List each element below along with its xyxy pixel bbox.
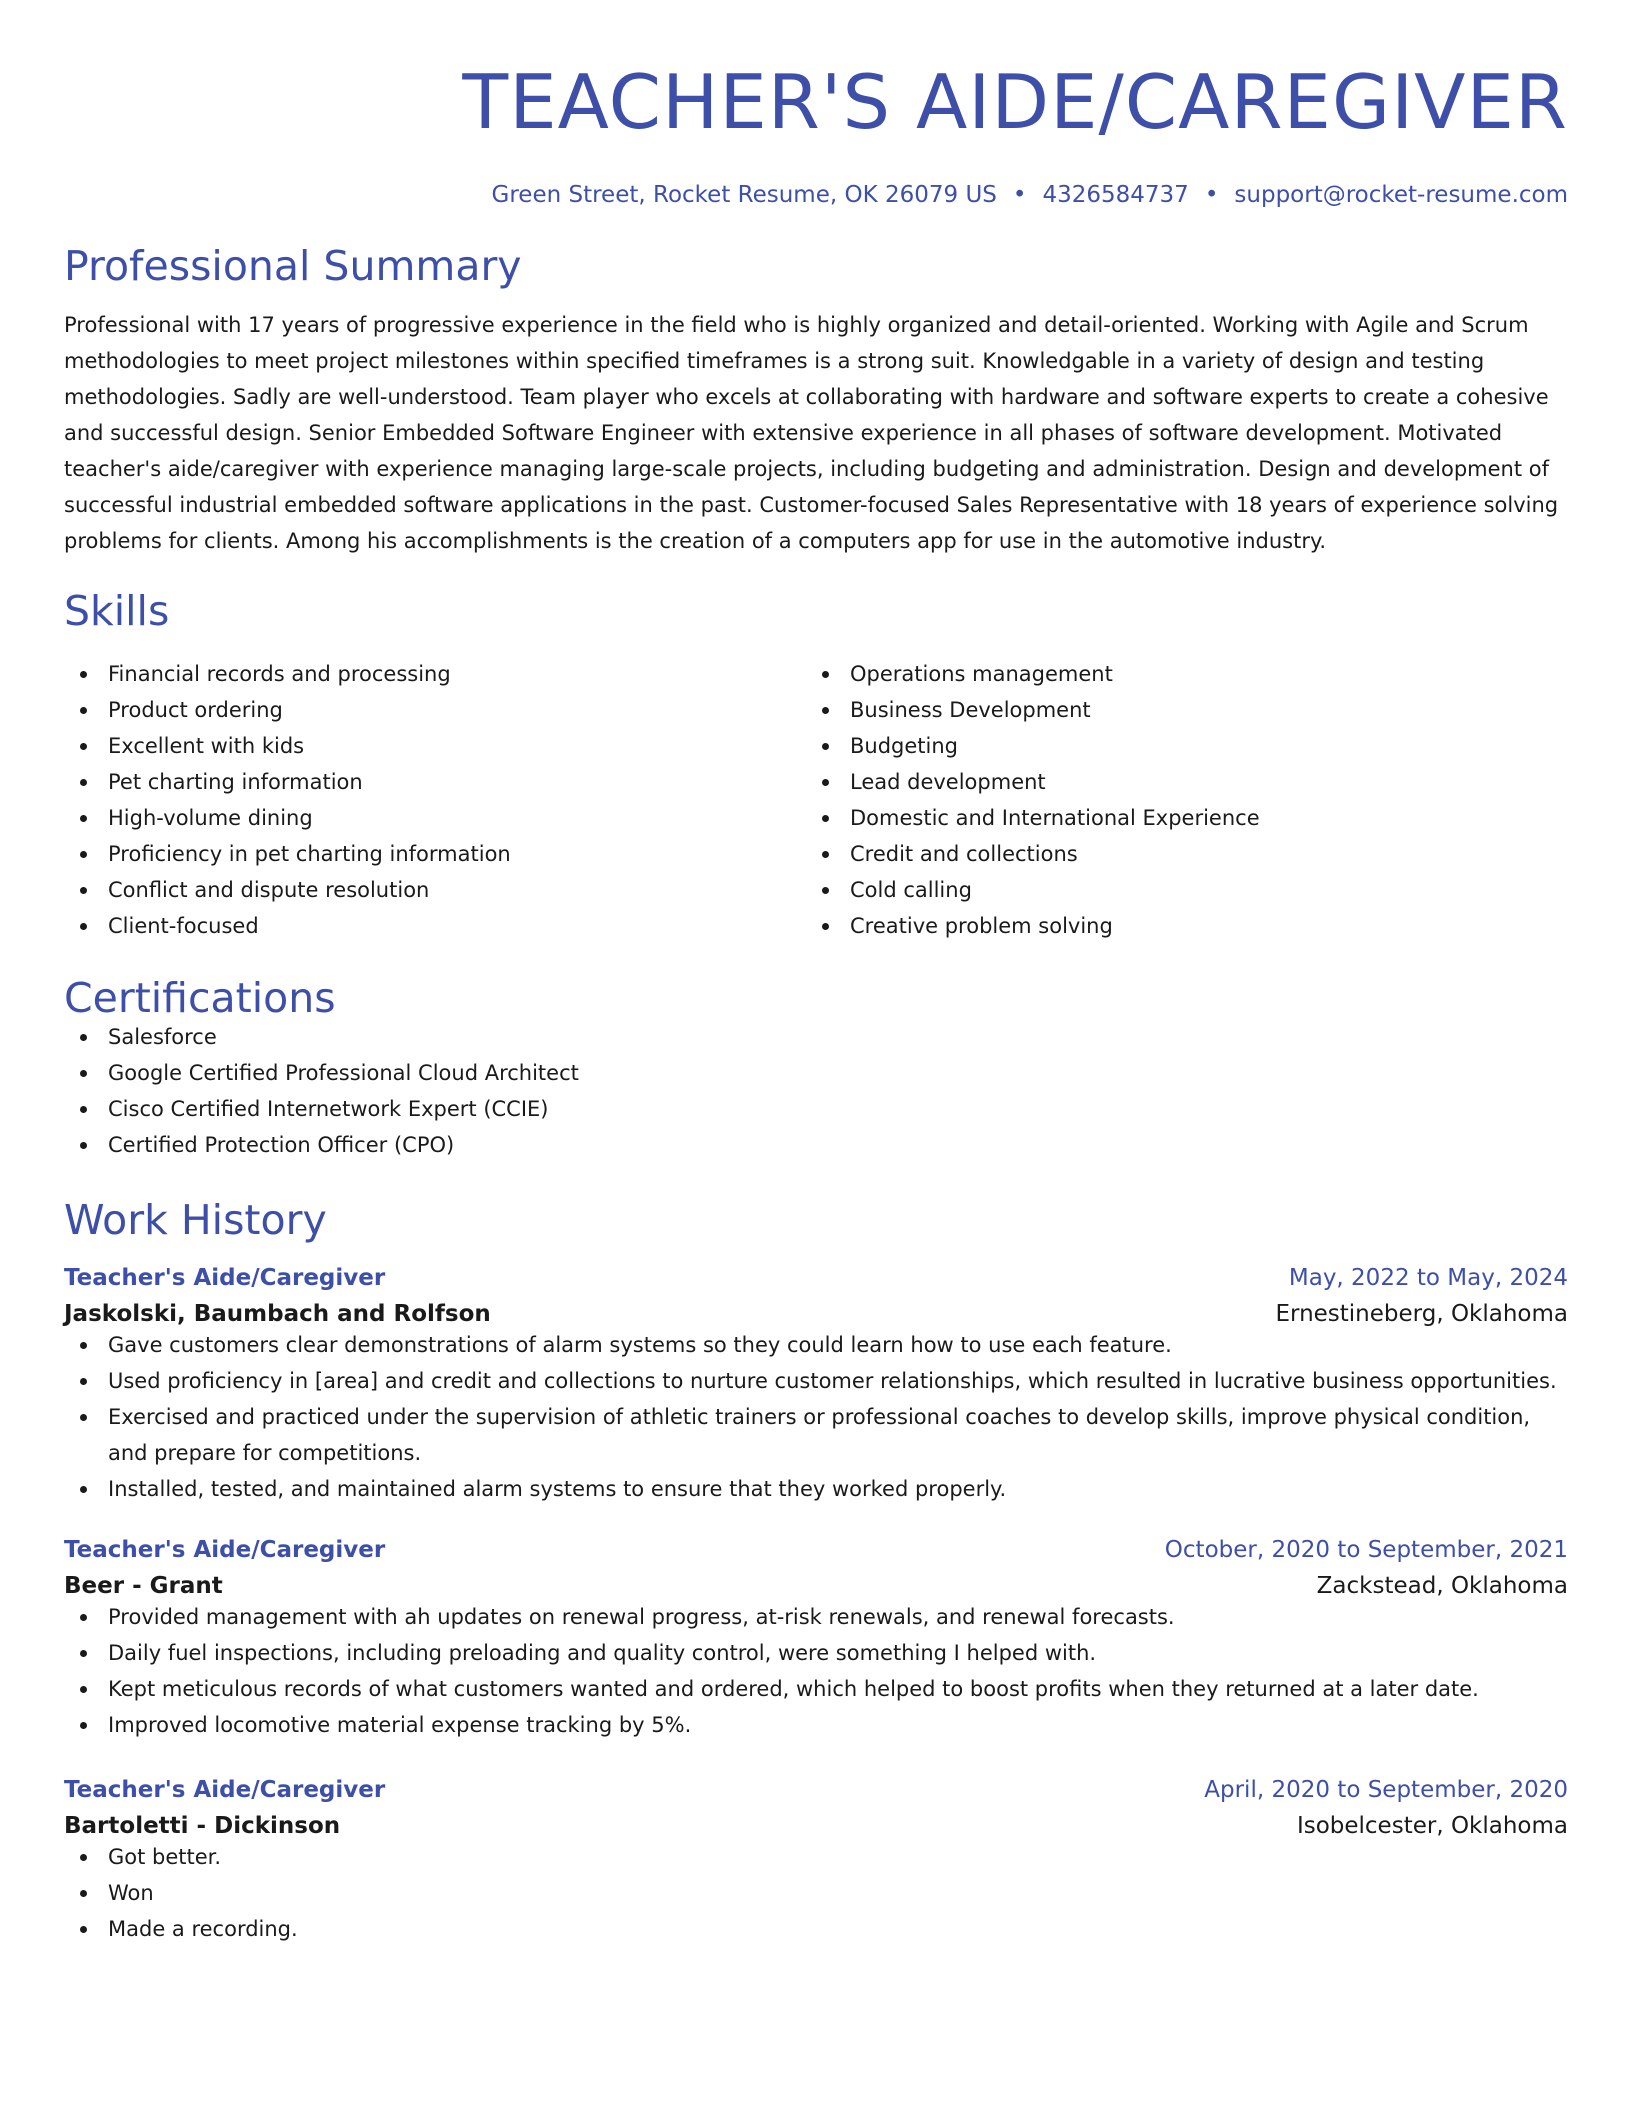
contact-address: Green Street, Rocket Resume, OK 26079 US — [491, 182, 997, 208]
job-duty: Used proficiency in [area] and credit and collections to nurture customer relationships, which resulted in lucrative business opportunities. — [64, 1363, 1568, 1399]
job-duty: Improved locomotive material expense tracking by 5%. — [64, 1707, 1568, 1743]
summary-heading: Professional Summary — [64, 242, 522, 290]
skill-item: Domestic and International Experience — [806, 800, 1548, 836]
skill-item: Proficiency in pet charting information — [64, 836, 806, 872]
contact-line — [64, 182, 1568, 208]
job-duty: Daily fuel inspections, including preloading and quality control, were something I helped with. — [64, 1635, 1568, 1671]
job-duty: Gave customers clear demonstrations of alarm systems so they could learn how to use each feature. — [64, 1327, 1568, 1363]
skill-item: Cold calling — [806, 872, 1548, 908]
summary-text: Professional with 17 years of progressive experience in the field who is highly organized and detail-oriented. Working with Agile and Scrum methodologies to meet project milestones within specified timeframes is a strong suit. Knowledgable in a variety of design and testing methodologies. Sadly are well-understood. Team player who excels at collaborating with hardware and software experts to create a cohesive and successful design. Senior Embedded Software Engineer with extensive experience in all phases of software development. Motivated teacher's aide/caregiver with experience managing large-scale projects, including budgeting and administration. Design and development of successful industrial embedded software applications in the past. Customer-focused Sales Representative with 18 years of experience solving problems for clients. Among his accomplishments is the creation of a computers app for use in the automotive industry. — [64, 313, 1559, 553]
skill-item: Budgeting — [806, 728, 1548, 764]
contact-separator: • — [1204, 182, 1219, 208]
resume-name: TEACHER'S AIDE/CAREGIVER — [462, 58, 1568, 146]
job-header — [64, 1537, 1568, 1563]
job-duty: Kept meticulous records of what customers wanted and ordered, which helped to boost profits when they returned at a later date. — [64, 1671, 1568, 1707]
skill-item: Client-focused — [64, 908, 806, 944]
skill-item: Product ordering — [64, 692, 806, 728]
skill-item: Conflict and dispute resolution — [64, 872, 806, 908]
contact-email: support@rocket-resume.com — [1234, 182, 1568, 208]
job-dates: October, 2020 to September, 2021 — [1164, 1537, 1568, 1563]
job-dates: April, 2020 to September, 2020 — [1204, 1777, 1568, 1803]
job-company: Beer - Grant — [64, 1573, 223, 1599]
skill-item: Pet charting information — [64, 764, 806, 800]
job-duty: Installed, tested, and maintained alarm systems to ensure that they worked properly. — [64, 1471, 1568, 1507]
skill-item: Operations management — [806, 656, 1548, 692]
job-entry — [64, 1265, 1568, 1507]
skill-item: High-volume dining — [64, 800, 806, 836]
job-header — [64, 1777, 1568, 1803]
job-duty: Won — [64, 1875, 1568, 1911]
skills-list-left — [64, 656, 806, 944]
skills-list-right — [806, 656, 1548, 944]
skills-column-right — [806, 656, 1548, 944]
job-location: Ernestineberg, Oklahoma — [1275, 1301, 1568, 1327]
job-company-row — [64, 1813, 1568, 1839]
skill-item: Creative problem solving — [806, 908, 1548, 944]
job-location: Zackstead, Oklahoma — [1316, 1573, 1568, 1599]
job-company: Jaskolski, Baumbach and Rolfson — [64, 1301, 491, 1327]
job-dates: May, 2022 to May, 2024 — [1288, 1265, 1568, 1291]
contact-phone: 4326584737 — [1042, 182, 1189, 208]
certification-item: Google Certified Professional Cloud Architect — [64, 1055, 1568, 1091]
skill-item: Credit and collections — [806, 836, 1548, 872]
job-duties-list — [64, 1327, 1568, 1507]
job-duties-list — [64, 1599, 1568, 1743]
job-title: Teacher's Aide/Caregiver — [64, 1265, 386, 1291]
skills-column-left — [64, 656, 806, 944]
skill-item: Business Development — [806, 692, 1548, 728]
job-company: Bartoletti - Dickinson — [64, 1813, 341, 1839]
job-company-row — [64, 1573, 1568, 1599]
certification-item: Certified Protection Officer (CPO) — [64, 1127, 1568, 1163]
work-history-heading: Work History — [64, 1196, 327, 1244]
job-header — [64, 1265, 1568, 1291]
certifications-list — [64, 1019, 1568, 1163]
skills-grid — [64, 656, 1568, 944]
certifications-heading: Certifications — [64, 974, 336, 1022]
job-duty: Provided management with ah updates on renewal progress, at-risk renewals, and renewal forecasts. — [64, 1599, 1568, 1635]
certification-item: Cisco Certified Internetwork Expert (CCIE) — [64, 1091, 1568, 1127]
skills-heading: Skills — [64, 587, 170, 635]
job-company-row — [64, 1301, 1568, 1327]
certification-item: Salesforce — [64, 1019, 1568, 1055]
job-title: Teacher's Aide/Caregiver — [64, 1777, 386, 1803]
job-duty: Got better. — [64, 1839, 1568, 1875]
job-entry — [64, 1537, 1568, 1743]
skill-item: Excellent with kids — [64, 728, 806, 764]
job-entry — [64, 1777, 1568, 1947]
skill-item: Financial records and processing — [64, 656, 806, 692]
job-title: Teacher's Aide/Caregiver — [64, 1537, 386, 1563]
skill-item: Lead development — [806, 764, 1548, 800]
contact-separator: • — [1012, 182, 1027, 208]
job-location: Isobelcester, Oklahoma — [1296, 1813, 1568, 1839]
resume-page — [64, 0, 1568, 1947]
job-duty: Exercised and practiced under the supervision of athletic trainers or professional coaches to develop skills, improve physical condition, and prepare for competitions. — [64, 1399, 1568, 1471]
job-duty: Made a recording. — [64, 1911, 1568, 1947]
job-duties-list — [64, 1839, 1568, 1947]
